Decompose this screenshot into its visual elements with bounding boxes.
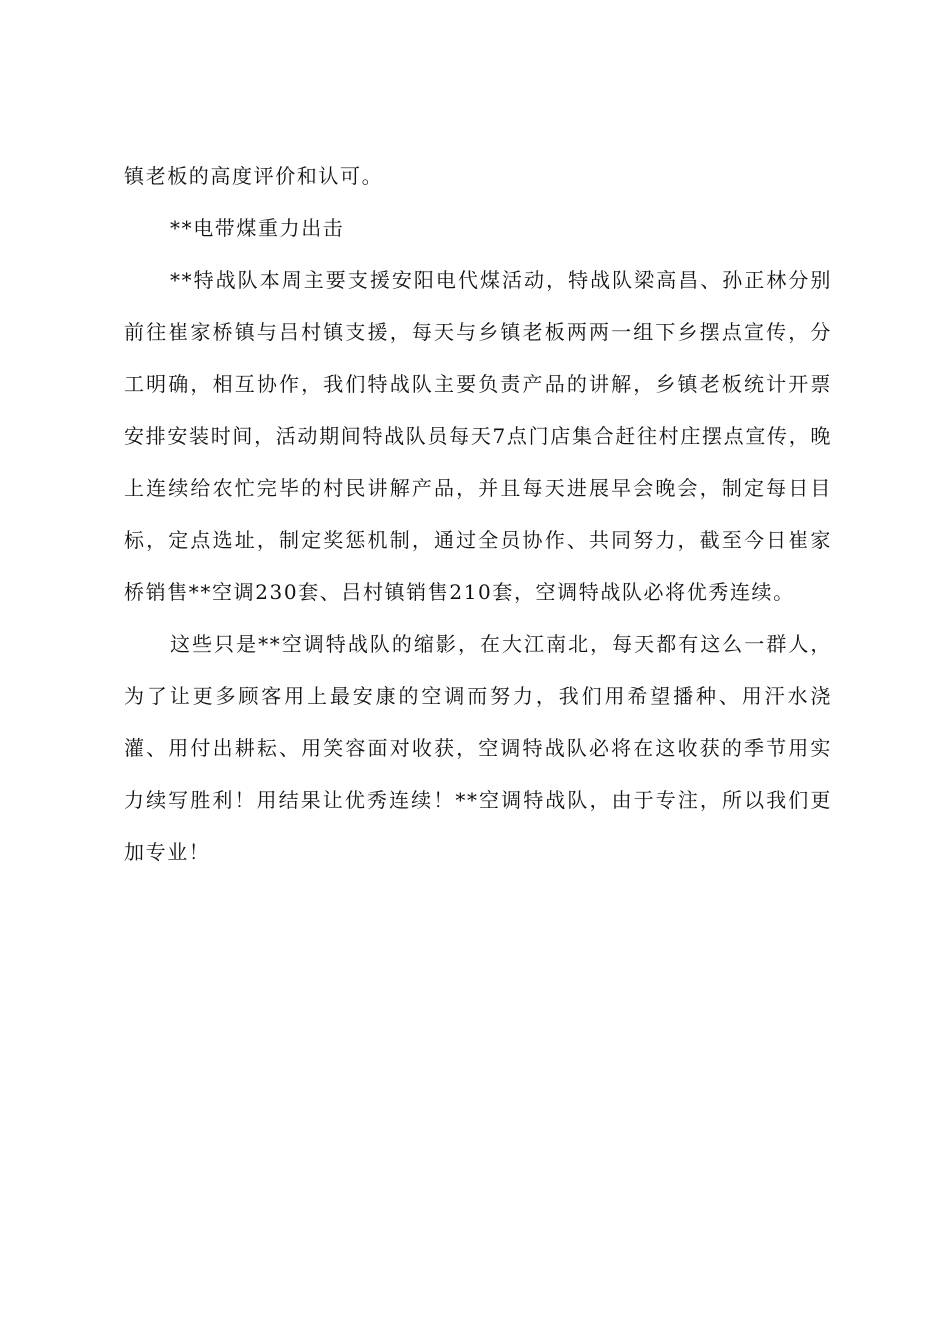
paragraph-body: **特战队本周主要支援安阳电代煤活动，特战队梁高昌、孙正林分别前往崔家桥镇与吕村镇支援，每天与乡镇老板两两一组下乡摆点宣传，分工明确，相互协作，我们特战队主要负责产品的讲解，乡镇老板统计开票安排安装时间，活动期间特战队员每天7点门店集合赶往村庄摆点宣传，晚上连续给农忙完毕的村民讲解产品，并且每天进展早会晚会，制定每日目标，定点选址，制定奖惩机制，通过全员协作、共同努力，截至今日崔家桥销售**空调230套、吕村镇销售210套，空调特战队必将优秀连续。 bbox=[124, 268, 832, 604]
paragraph-continuation: 镇老板的高度评价和认可。 bbox=[124, 164, 384, 188]
section-heading: **电带煤重力出击 bbox=[170, 216, 345, 240]
paragraph-closing: 这些只是**空调特战队的缩影，在大江南北，每天都有这么一群人，为了让更多顾客用上最安康的空调而努力，我们用希望播种、用汗水浇灌、用付出耕耘、用笑容面对收获，空调特战队必将在这收获的季节用实力续写胜利！用结果让优秀连续！**空调特战队，由于专注，所以我们更加专业！ bbox=[124, 632, 832, 864]
document-body bbox=[124, 150, 832, 878]
